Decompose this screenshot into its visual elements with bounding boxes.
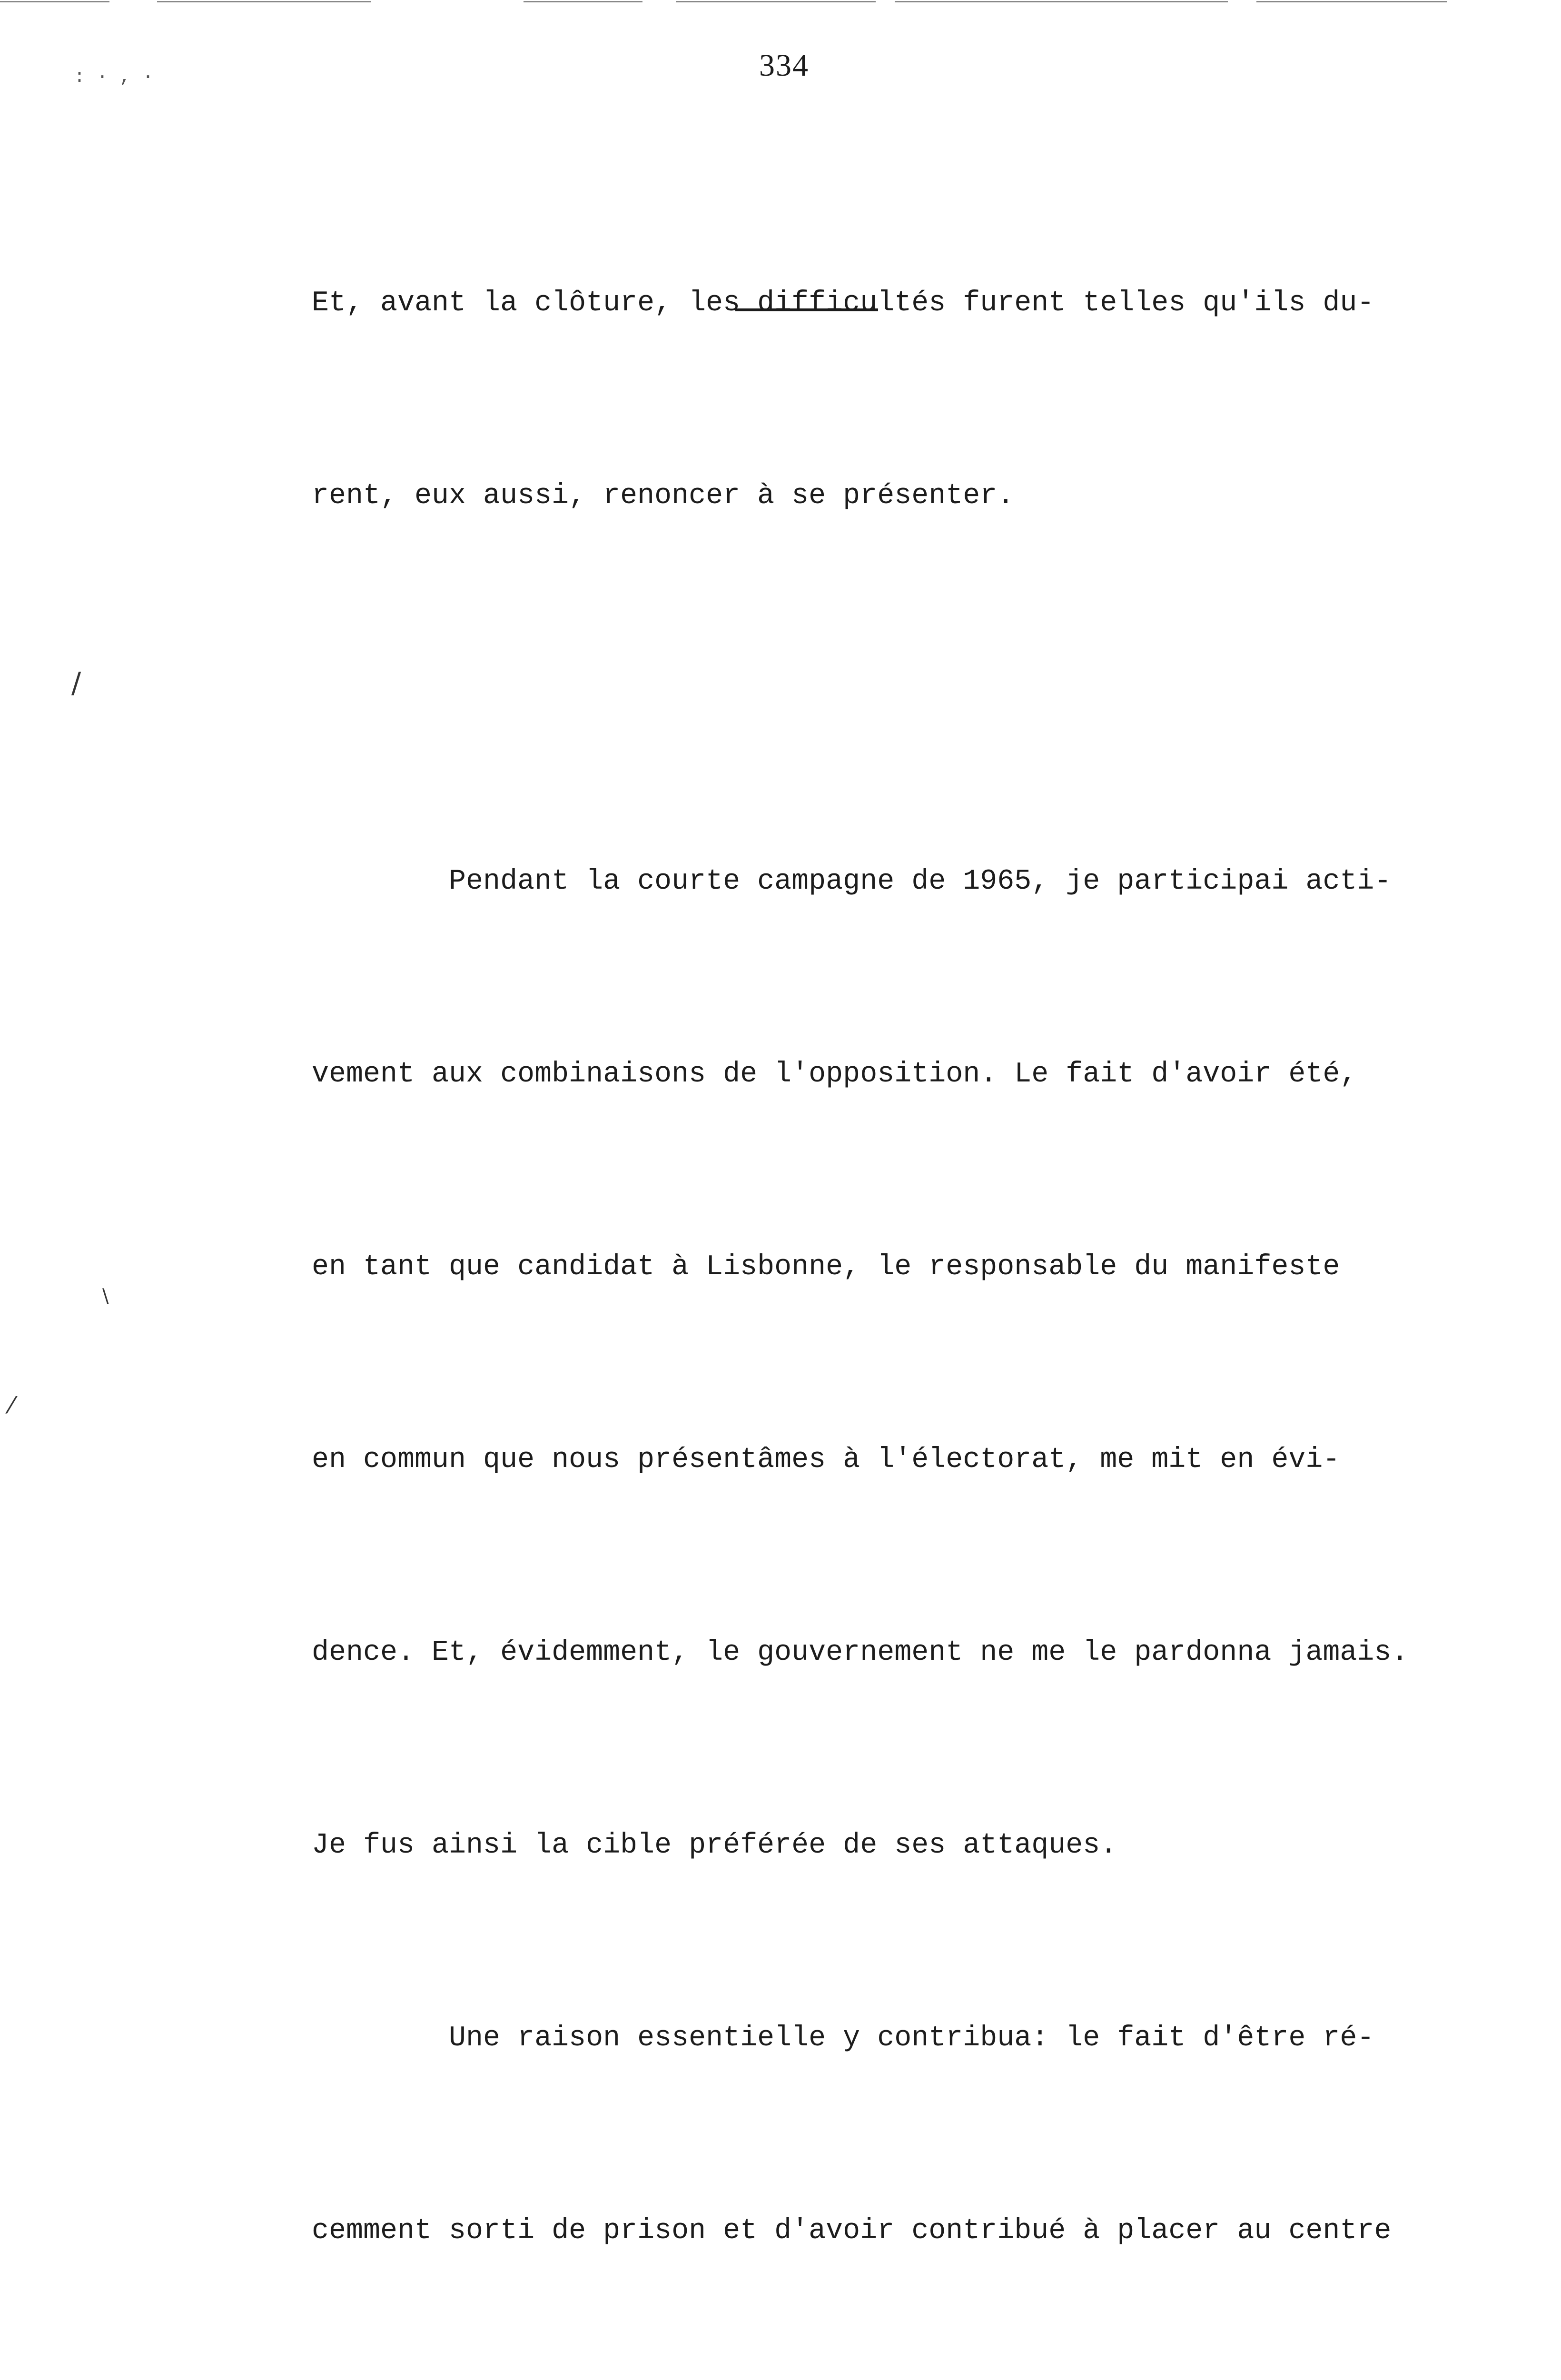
text-line: Je fus ainsi la cible préférée de ses attaques. <box>312 1829 1117 1862</box>
text-line: dence. Et, évidemment, le gouvernement ne me le pardonna jamais. <box>312 1636 1409 1669</box>
top-edge-rule <box>895 1 1228 2</box>
top-edge-rule <box>676 1 876 2</box>
corner-marks: : · , · <box>74 67 154 88</box>
top-edge-rule <box>157 1 371 2</box>
text-line <box>312 657 1559 721</box>
text-line: rent, eux aussi, renoncer à se présenter. <box>312 480 1015 512</box>
top-edge-rule <box>0 1 109 2</box>
top-edge-rule <box>1256 1 1447 2</box>
text-line: Et, avant la clôture, les difficultés furent telles qu'ils du- <box>312 287 1374 319</box>
margin-mark: \ <box>102 1285 109 1307</box>
text-line: Une raison essentielle y contribua: le fait d'être ré- <box>312 2022 1374 2054</box>
margin-mark: ⁄ <box>10 1392 14 1419</box>
text-line: en commun que nous présentâmes à l'électorat, me mit en évi- <box>312 1444 1340 1476</box>
text-line: cemment sorti de prison et d'avoir contribué à placer au centre <box>312 2215 1392 2247</box>
page-number: 334 <box>759 48 809 83</box>
margin-mark: / <box>71 666 81 700</box>
document-body <box>312 143 1559 2380</box>
text-line: vement aux combinaisons de l'opposition. Le fait d'avoir été, <box>312 1058 1357 1091</box>
text-line: Pendant la courte campagne de 1965, je participai acti- <box>312 865 1392 898</box>
text-line: en tant que candidat à Lisbonne, le responsable du manifeste <box>312 1251 1340 1283</box>
top-edge-rule <box>524 1 642 2</box>
